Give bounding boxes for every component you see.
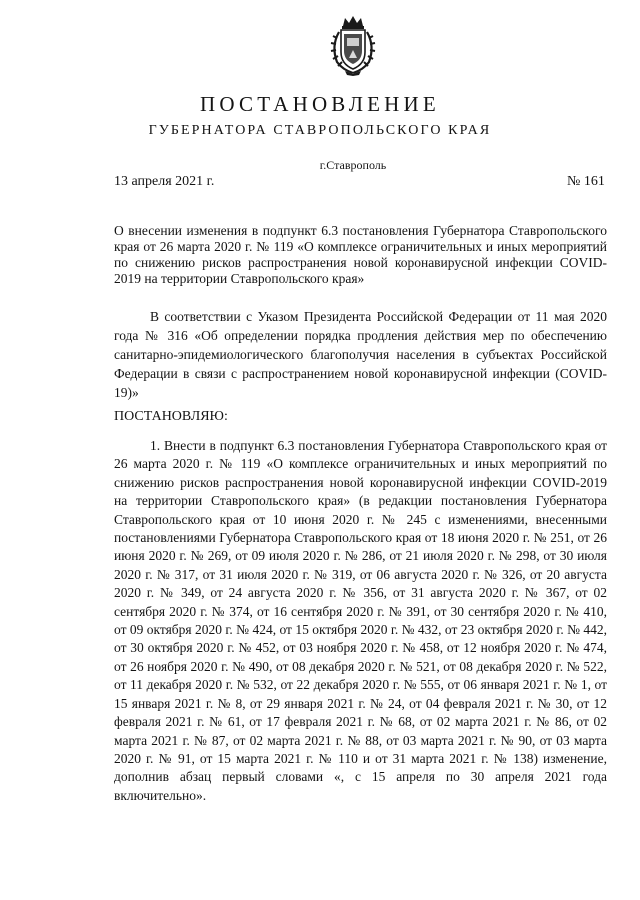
preamble-paragraph: В соответствии с Указом Президента Российской Федерации от 11 мая 2020 года № 316 «Об определении порядка продления действия мер по обеспечению санитарно-эпидемиологического благополучия населения в субъектах Российской Федерации в связи с распространением новой коронавирусной инфекции (COVID-19)» [114, 309, 607, 400]
document-subtitle: ГУБЕРНАТОРА СТАВРОПОЛЬСКОГО КРАЯ [148, 123, 492, 138]
stavropol-coat-of-arms-icon [327, 14, 379, 76]
document-city: г.Ставрополь [319, 158, 387, 172]
document-title: ПОСТАНОВЛЕНИЕ [200, 92, 440, 116]
document-date: 13 апреля 2021 г. [114, 174, 215, 189]
item-1-paragraph: 1. Внести в подпункт 6.3 постановления Губернатора Ставропольского края от 26 марта 2020 г. № 119 «О комплексе ограничительных и иных мероприятий по снижению рисков распространения новой коронавирусной инфекции COVID-2019 на территории Ставропольского края» (в редакции постановления Губернатора Ставропольского края от 10 июня 2020 г. № 245 с изменениями, внесенными постановлениями Губернатора Ставропольского края от 18 июня 2020 г. № 251, от 26 июня 2020 г. № 269, от 09 июля 2020 г. № 286, от 21 июля 2020 г. № 298, от 30 июля 2020 г. № 317, от 31 июля 2020 г. № 319, от 06 августа 2020 г. № 326, от 20 августа 2020 г. № 349, от 24 августа 2020 г. № 356, от 31 августа 2020 г. № 367, от 02 сентября 2020 г. № 374, от 16 сентября 2020 г. № 391, от 30 сентября 2020 г. № 410, от 09 октября 2020 г. № 424, от 15 октября 2020 г. № 432, от 23 октября 2020 г. № 442, от 30 октября 2020 г. № 452, от 03 ноября 2020 г. № 458, от 12 ноября 2020 г. № 474, от 26 ноября 2020 г. № 490, от 08 декабря 2020 г. № 521, от 08 декабря 2020 г. № 522, от 11 декабря 2020 г. № 532, от 22 декабря 2020 г. № 555, от 06 января 2021 г. № 1, от 15 января 2021 г. № 8, от 29 января 2021 г. № 24, от 04 февраля 2021 г. № 30, от 12 февраля 2021 г. № 61, от 17 февраля 2021 г. № 68, от 02 марта 2021 г. № 86, от 02 марта 2021 г. № 87, от 02 марта 2021 г. № 88, от 03 марта 2021 г. № 90, от 03 марта 2020 г. № 91, от 15 марта 2021 г. № 110 и от 31 марта 2021 г. № 138) изменение, дополнив абзац первый словами «, с 15 апреля по 30 апреля 2021 года включительно». [114, 438, 607, 803]
document-heading: О внесении изменения в подпункт 6.3 постановления Губернатора Ставропольского края от 26 марта 2020 г. № 119 «О комплексе ограничительных и иных мероприятий по снижению рисков распространения новой коронавирусной инфекции COVID-2019 на территории Ставропольского края» [114, 223, 607, 286]
resolve-label: ПОСТАНОВЛЯЮ: [114, 409, 228, 424]
document-number: № 161 [567, 174, 605, 189]
